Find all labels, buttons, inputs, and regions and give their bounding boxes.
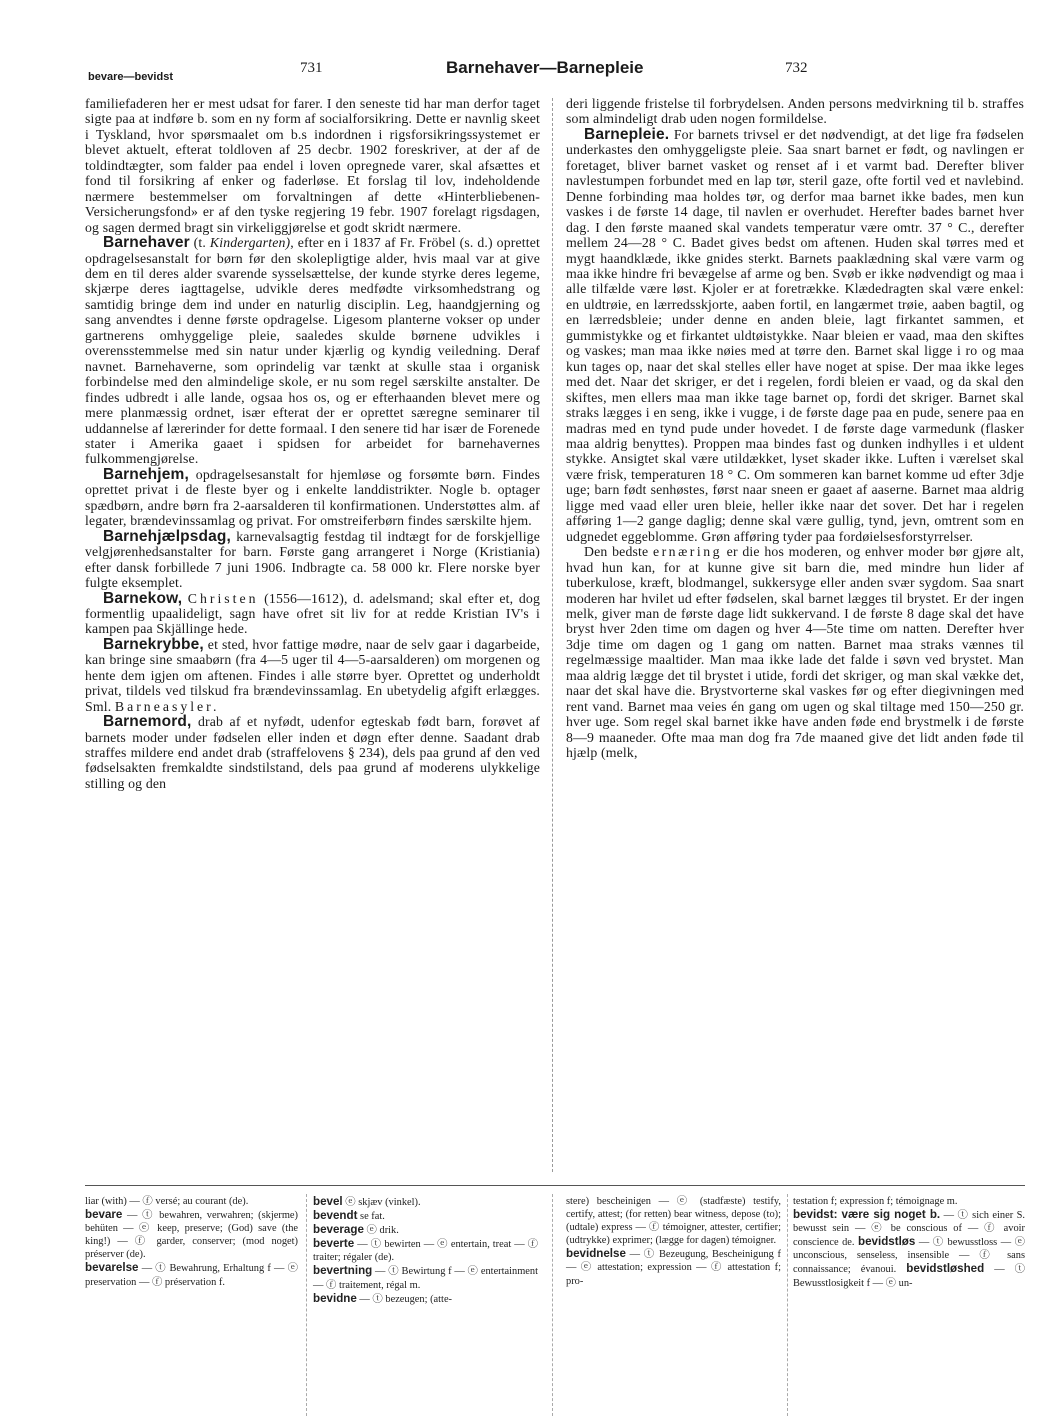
dict-headword: bevidstløshed [906,1262,985,1276]
guide-word: bevare—bevidst [88,71,173,83]
entry-italic: Kindergarten) [209,235,291,251]
paragraph: deri liggende fristelse til forbrydelsen. Anden persons medvirkning til b. straffes som almindeligt drab uden nogen formildelse. [566,96,1024,127]
dict-headword: bevidstløs [858,1235,916,1249]
right-column [566,96,1024,760]
dict-headword: beverte [313,1237,355,1251]
dict-headword: bevertning [313,1264,373,1278]
dict-text: — ⓣ bewusstloss — ⓔ unconscious, senseless, insensible — ⓕ sans connaissance; évanoui. [793,1237,1025,1276]
column-divider [552,98,553,1172]
entry-text: For barnets trivsel er det nødvendigt, at det lige fra fødselen underkastes den omhyggeligste pleie. Saa snart barnet er født, og navlingen er foretaget, bliver barnet vasket og renset af i et varmt bad. Derefter bliver navlestumpen forbundet med en lap tør, steril gaze, ofte fortil ved et navlebind. Denne forbinding maa holdes tør, og derfor maa barnet ikke bades, men kun vaskes i de første 14 dage, til navlen er overhudet. Herefter bades barnet hver dag. I den første maaned skal vandets temperatur være omtr. 37 ° C., derefter mellem 24—28 ° C. Badet gives bedst om aftenen. Huden skal tørres med et mygt haandklæde, ikke gnides sterkt. Barnets paaklædning skal være varm og maa ikke hindre fri bevægelse af arme og ben. Svøb er ikke nødvendigt og maa i alle tilfælde være løst. Kjoler er at foretrække. Klædedragten skal være enkel: en uldtrøie, en lærredsskjorte, aaben fortil, en langærmet trøie, aaben bagtil, og en lærredsbleie; under denne en anden bleie, lagt firkantet sammen, et gummistykke og et firkantet uldtøistykke. Naar bleien er vaad, maa den skiftes og vaskes; man maa ikke nøies med at tørre den. Barnet skal ligge i ro og maa kun tages op, naar det skal stelles eller have noget at spise. Der maa ikke leges med det. Naar det skriger, er det i regelen, fordi bleien er vaad, og da skal den skiftes, men ellers maa man ikke tage barnet op, fordi det skriger. Barnet skal straks lægges i en seng, ikke i vugge, i de første dage paa en pude, senere paa en madras med en tynd pude under hovedet. I de første dage varmedunk (flasker maa aldrig benyttes). Proppen maa bindes fast og dunken indhylles i et uldent stykke. Ansigtet skal være utildækket, lyset skader ikke. Luften i værelset skal være frisk, temperaturen 18 ° C. Om sommeren kan barnet komme ud efter 3dje uge; barn født senhøstes, først naar sneen er gaaet af aaserne. Barnet maa aldrig ligge med vaad eller uren bleie, heller ikke naar det sover. Det har i regelen afføring 1—2 gange daglig; denne skal være gullig, tynd, jevn, omtrent som en udgnedet eggeblomme. Grøn afføring tyder paa fordøielsesforstyrrelser. [566,126,1024,544]
footer-divider [85,1185,1025,1186]
paragraph-ernaering [566,544,1024,760]
entry-text: , efter en i 1837 af Fr. Fröbel (s. d.) oprettet opdragelsesanstalt for børn før den skolepligtige alder, hvis maal var at give dem en til deres alder svarende sysselsættelse, der kunde styrke deres legeme, skjærpe deres iagttagelse, udvikle deres medfødte virksomhedstrang og samtidig bringe dem ind under en naturlig disciplin. Leg, haandgjerning og sang anvendtes i denne første opdragelse. Ligesom planterne vokser op under gartnerens omhyggelige pleie, saaledes skulde børnene udvikles i overensstemmelse med sin natur under kjærlig og kyndig veiledning. Deraf navnet. Barnehaverne, som oprindelig var tænkt at skulle staa i organisk forbindelse med den almindelige skole, er nu som regel særskilte anstalter. De findes udbredt i alle lande, ogsaa hos os, og er efterhaanden blevet mere og mere planmæssig ordnet, især efterat der er oprettet særegne seminarer til uddannelse af lærerinder for dette formaal. I den senere tid har især de Forenede stater i Amerika gaaet i spidsen for arbeidet for barnehavernes fulkommengjørelse. [85,235,541,467]
dict-text: — ⓣ Bezeugung, Bescheinigung f — ⓔ attestation; expression — ⓕ attestation f; pro- [566,1249,781,1287]
dict-headword: bevel [313,1195,343,1208]
dict-headword: bevidnelse [566,1247,626,1261]
dict-text: — ⓣ sich einer S. bewusst sein — ⓔ be conscious of — ⓕ avoir conscience de. [793,1210,1025,1249]
entry-barnehaver [85,235,540,467]
spaced-name: Christen [187,590,259,606]
entry-text: er die hos moderen, og enhver moder bør gjøre alt, hvad hun kan, for at kunne give sit barn die, med mindre hun lider af tuberkulose, kræft, blodmangel, sukkersyge eller anden svær sygdom. Saa snart moderen har hvilet ud efter fødselen, skal barnet lægges til brystet. Er der ingen melk, giver man de første dage lidt sukkervand. I de første 8 dage skal det have bryst hver 2den time om dagen og hver 4—5te time om natten. Derefter hver 3dje time om dagen og 1 gang om natten. Barnet maa straks vænnes til regelmæssige maaltider. Man maa ikke lade det falde i søvn ved brystet. Man maa aldrig lægge det til brystet i utide, fordi det skriger, og man skal vække det, naar det skal have die. Brystvorterne skal vaskes før og efter diegivningen med rent vand. Barnet maa veies én gang om ugen og skal tiltage med 150—250 gr. hver uge. Som regel skal barnet ikke have anden føde end brystmelk i de første 8—9 maaneder. Ofte maa man dog fra 7de maaned give det lidt anden føde til hjælp (melk, [566,544,1024,761]
entry-text: opdragelsesanstalt for hjemløse og forsømte børn. Findes oprettet privat i de fleste byer og i enkelte landdistrikter. Nogle b. optager spædbørn, andre børn fra 2-aarsalderen til konfirmationen. Understøttes alm. af legater, brændevinssamlag og privat. For omstreiferbørn findes særskilte hjem. [85,466,540,529]
dict-headword: bevendt [313,1209,358,1223]
entry-barnekrybbe [85,637,540,714]
paragraph: familiefaderen her er mest udsat for farer. I den seneste tid har man derfor taget sigte paa at indføre b. som en ny form af socialforsikring. Dette er navnlig skeet i Tyskland, hvor spørsmaalet om b.s indordnen i rigsforsikringssystemet er blevet aktuelt, efterat toldloven af 25 decbr. 1902 foreskriver, at der af de toldindtægter, som falder paa endel i loven opregnede varer, skal afsættes et fond til forsikring af enker og faderløse. Et forslag til lov, indeholdende nærmere bestemmelser om forvaltningen af dette «Hinterbliebenen-Versicherungsfond» er af den tyske regjering 19 febr. 1907 forelagt rigsdagen, og sagen dermed bragt sin virkeliggjørelse et godt skridt nærmere. [85,96,540,235]
dictionary-column-1 [85,1195,298,1289]
page-number-left: 731 [300,60,323,76]
dictionary-column-3 [566,1195,781,1288]
headword: Barnehjælpsdag, [103,527,231,545]
entry-text: Den bedste [584,544,653,560]
entry-text: (1556—1612), d. adelsmand; skal efter et, dog formentlig upaalideligt, sagn have ofret sit liv for at redde Kristian IV's i kampen paa Skjällinge hede. [85,590,540,637]
dict-headword: beverage [313,1223,364,1237]
footer-column-divider [787,1194,788,1416]
entry-text: et sted, hvor fattige mødre, naar de selv gaar i dagarbeide, kan bringe sine smaabørn (fra 4—5 uger til 4—5-aarsalderen) om morgenen og hente dem igjen om aftenen. Findes i alle større byer. Oprettet og underholdt privat, tildels ved tilskud fra brændevinssamlag. En ubetydelig afgift erlægges. Sml. [85,636,540,714]
entry-text: drab af et nyfødt, udenfor egteskab født barn, forøvet af barnets moder under fødselen eller inden et døgn efter denne. Saadant drab straffes mildere end andet drab (straffelovens § 234), dels paa grund af den ved fødselsakten fremkaldte sindstilstand, dels paa grund af moderens ulykkelige stilling og den [85,714,540,791]
entry-barnemord [85,714,540,791]
headword: Barnehjem, [103,465,189,483]
entry-barnehjem [85,467,540,529]
dict-text: — ⓣ bezeugen; (atte- [356,1293,453,1305]
entry-barnepleie [566,127,1024,544]
dict-text: — ⓣ Bewahrung, Erhaltung f — ⓔ preservation — ⓕ préservation f. [85,1263,298,1288]
entry-barnehjaelpsdag [85,529,540,591]
spaced-term: ernæring [652,544,722,560]
dictionary-column-4 [793,1195,1025,1290]
dict-text: — ⓣ Bewusstlosigkeit f — ⓔ un- [793,1264,1025,1289]
entry-text: karnevalsagtig festdag til indtægt for de forskjellige velgjørenhedsanstalter for barn. Første gang arrangeret i Norge (Kristiania) efter dansk forbillede 7 juni 1906. Indbragte ca. 58 000 kr. Flere norske byer fulgte eksemplet. [85,528,540,591]
dict-text: stere) bescheinigen — ⓔ (stadfæste) testify, certify, attest; (for retten) bear witness, depose (to); (udtale) express — ⓕ témoigner, attester, certifier; (udtrykke) exprimer; (lægge for dagen) témoigner. [566,1196,781,1247]
dict-text: ⓔ drik. [363,1225,399,1237]
page-title: Barnehaver—Barnepleie [446,58,644,77]
footer-column-divider [306,1194,307,1416]
page-number-right: 732 [785,60,808,76]
headword: Barnepleie. [584,125,670,143]
dict-text: — ⓣ bewahren, verwahren; (skjerme) behüten — ⓔ keep, preserve; (God) save (the king!) — ⓕ garder, conserver; (mod noget) préserver (de). [85,1210,298,1261]
dict-text: liar (with) — ⓕ versé; au courant (de). [85,1196,249,1207]
dict-headword: bevidne [313,1291,357,1305]
headword: Barnekow, [103,589,183,607]
page-header [0,0,1064,95]
entry-text: (t. [193,235,210,251]
footer-column-divider [552,1194,553,1416]
dict-headword: bevarelse [85,1261,139,1275]
entry-barnekow [85,591,540,637]
dict-headword: bevare [85,1208,123,1222]
headword: Barnehaver [103,234,190,252]
dict-headword: bevidst: være sig noget b. [793,1208,941,1222]
left-column [85,96,540,791]
dict-text: testation f; expression f; témoignage m. [793,1196,958,1207]
cross-reference: Barneasyler. [114,698,220,714]
dict-text: ⓔ skjæv (vinkel). [342,1197,421,1208]
dict-text: se fat. [357,1211,385,1223]
dict-text: — ⓣ Bewirtung f — ⓔ entertainment — ⓕ traitement, régal m. [313,1266,538,1291]
headword: Barnemord, [103,713,192,731]
dict-text: — ⓣ bewirten — ⓔ entertain, treat — ⓕ traiter; régaler (de). [313,1239,538,1264]
dictionary-column-2 [313,1195,538,1306]
headword: Barnekrybbe, [103,635,204,653]
